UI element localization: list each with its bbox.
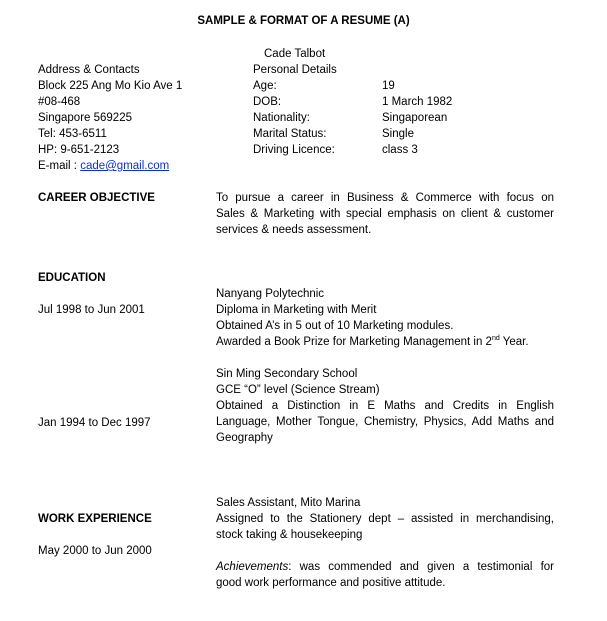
- job-duty-line: Assigned to the Stationery dept – assisted in merchandising,: [216, 513, 554, 525]
- achievements-label: Achievements: [216, 561, 289, 573]
- achievement-line: Geography: [216, 432, 273, 444]
- achievement-line: Language, Mother Tongue, Chemistry, Physics, Add Maths and: [216, 416, 554, 428]
- address-line: Block 225 Ang Mo Kio Ave 1: [38, 80, 183, 92]
- contacts-heading: Address & Contacts: [38, 64, 140, 76]
- age-value: 19: [382, 80, 395, 92]
- qualification: GCE “O” level (Science Stream): [216, 384, 380, 396]
- document-title: SAMPLE & FORMAT OF A RESUME (A): [197, 15, 410, 27]
- marital-status-value: Single: [382, 128, 414, 140]
- driving-licence-value: class 3: [382, 144, 418, 156]
- achievements-line: Achievements: was commended and given a testimonial for: [216, 561, 554, 573]
- nationality-value: Singaporean: [382, 112, 448, 124]
- qualification: Diploma in Marketing with Merit: [216, 304, 377, 316]
- personal-heading: Personal Details: [253, 64, 337, 76]
- marital-status-label: Marital Status:: [253, 128, 327, 140]
- job-title: Sales Assistant, Mito Marina: [216, 497, 361, 509]
- career-line: To pursue a career in Business & Commerce with focus on: [216, 192, 554, 204]
- dob-label: DOB:: [253, 96, 282, 108]
- dob-value: 1 March 1982: [382, 96, 453, 108]
- email-row: [38, 158, 169, 174]
- career-objective-text: [216, 190, 554, 238]
- address-line: Singapore 569225: [38, 112, 132, 124]
- education-heading: EDUCATION: [38, 272, 106, 284]
- nationality-label: Nationality:: [253, 112, 310, 124]
- institution-name: Sin Ming Secondary School: [216, 368, 358, 380]
- email-link[interactable]: cade@gmail.com: [80, 160, 170, 172]
- address-line: #08-468: [38, 96, 81, 108]
- telephone: Tel: 453-6511: [38, 128, 107, 140]
- award-line: Awarded a Book Prize for Marketing Management in 2nd Year.: [216, 335, 529, 348]
- work-entry: [216, 495, 554, 591]
- career-line: services & needs assessment.: [216, 224, 372, 236]
- education-entry: [216, 286, 554, 350]
- education-period: Jul 1998 to Jun 2001: [38, 304, 145, 316]
- achievements-line: good work performance and positive attitude.: [216, 577, 446, 589]
- career-line: Sales & Marketing with special emphasis on client & customer: [216, 208, 554, 220]
- handphone: HP: 9-651-2123: [38, 144, 120, 156]
- driving-licence-label: Driving Licence:: [253, 144, 335, 156]
- education-period: Jan 1994 to Dec 1997: [38, 417, 151, 429]
- email-label: E-mail :: [38, 160, 77, 172]
- institution-name: Nanyang Polytechnic: [216, 288, 325, 300]
- job-duty-line: stock taking & housekeeping: [216, 529, 363, 541]
- candidate-name: Cade Talbot: [264, 48, 326, 60]
- work-period: May 2000 to Jun 2000: [38, 545, 152, 557]
- achievement-line: Obtained a Distinction in E Maths and Credits in English: [216, 400, 554, 412]
- age-label: Age:: [253, 80, 277, 92]
- achievement-line: Obtained A’s in 5 out of 10 Marketing modules.: [216, 320, 454, 332]
- education-entry: [216, 366, 554, 446]
- work-experience-heading: WORK EXPERIENCE: [38, 513, 152, 525]
- career-objective-heading: CAREER OBJECTIVE: [38, 192, 155, 204]
